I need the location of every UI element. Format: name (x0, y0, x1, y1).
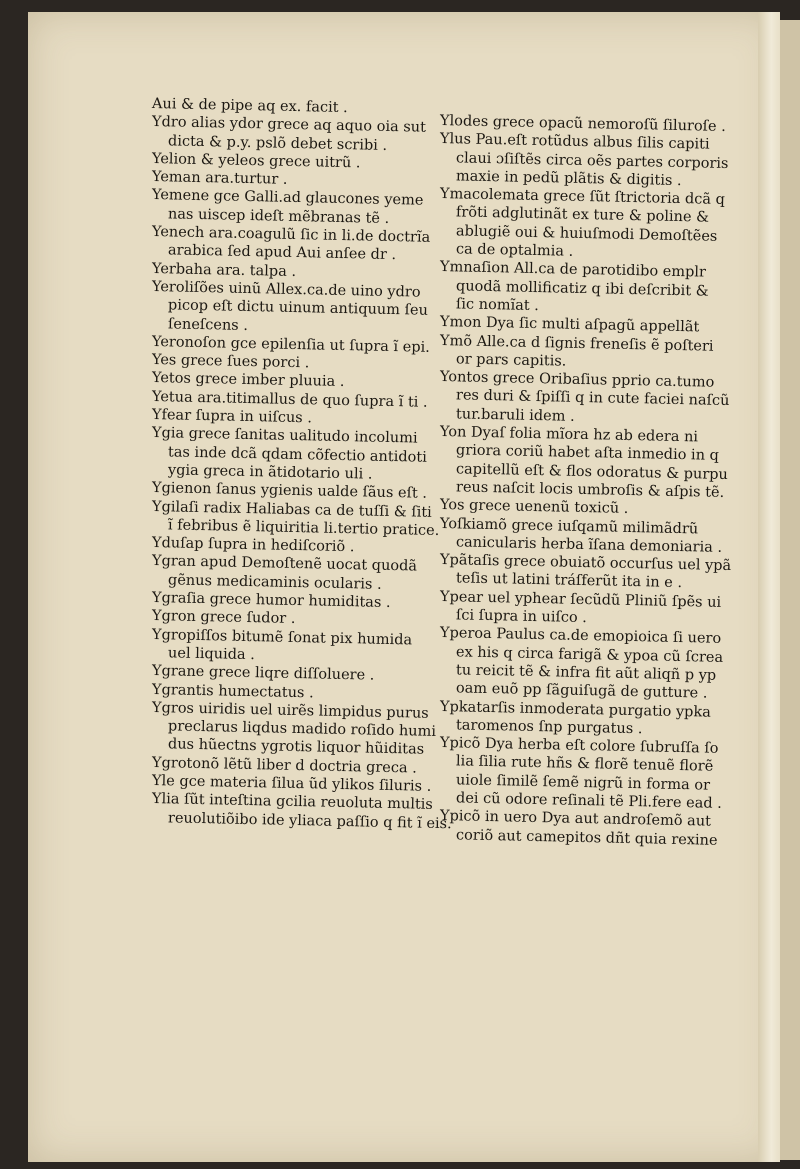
continuation-line: taromenos ſnp purgatus . (455, 717, 643, 738)
dictionary-entry-line: Ygrotonõ lẽtũ liber d doctria greca . (151, 754, 417, 777)
continuation-line: frõti adglutinãt ex ture & poline & (455, 204, 710, 227)
dictionary-entry-line: Ymon Dya ſic multi aſpagũ appellãt (439, 314, 700, 336)
continuation-line: reuolutiõibo ide yliaca paſſio q fit ĩ eis. (167, 809, 452, 832)
continuation-line: ſci ſupra in uiſco . (455, 607, 588, 627)
dictionary-entry-line: Yos grece uenenũ toxicũ . (439, 497, 629, 518)
dictionary-entry-line: Ypear uel yphear ſecũdũ Pliniũ ſpẽs ui (439, 588, 722, 611)
dictionary-entry-line: Ygilaſi radix Haliabas ca de tuſſi & ſiti (151, 498, 432, 521)
continuation-line: capitellũ eſt & flos odoratus & purpu (455, 460, 728, 483)
dictionary-entry-line: Ygran apud Demoſtenẽ uocat quodã (151, 553, 418, 575)
continuation-line: ſic nomĩat . (455, 296, 540, 315)
dictionary-entry-line: Yeronoſon gce epilenſia ut ſupra ĩ epi. (151, 333, 431, 356)
continuation-line: ygia greca in ãtidotario uli . (167, 462, 373, 483)
dictionary-entry-line: Ylia ſũt inteſtina gcilia reuoluta multis (151, 791, 433, 814)
continuation-line: teſis ut latini tráſferũt ita in e . (455, 570, 683, 592)
dictionary-entry-line: Yeman ara.turtur . (151, 169, 288, 189)
dictionary-entry-line: Ylus Pau.eſt rotũdus albus ſilis capiti (439, 131, 710, 153)
dictionary-entry-line: Yetua ara.titimallus de quo ſupra ĩ ti . (151, 388, 428, 411)
dictionary-entry-line: Ylodes grece opacũ nemoroſũ ſiluroſe . (439, 113, 726, 135)
continuation-line: arabica ſed apud Aui anſee dr . (167, 242, 397, 264)
continuation-line: tu reicit tẽ & infra fit aũt aliqñ p yp (455, 662, 717, 684)
dictionary-entry-line: Aui & de pipe aq ex. facit . (151, 96, 348, 117)
dictionary-entry-line: Ygraſia grece humor humiditas . (151, 590, 391, 612)
dictionary-entry-line: Ygros uiridis uel uirẽs limpidus purus (151, 699, 429, 722)
dictionary-entry-line: Yerbaha ara. talpa . (151, 260, 297, 280)
continuation-line: uiole ſimilẽ ſemẽ nigrũ in forma or (455, 772, 711, 794)
continuation-line: dicta & p.y. pslõ debet scribi . (167, 132, 388, 154)
continuation-line: maxie in pedũ plãtis & digitis . (455, 168, 682, 189)
right-text-column (439, 112, 732, 849)
dictionary-entry-line: Ygron grece ſudor . (151, 608, 296, 628)
dictionary-entry-line: Yes grece ſues porci . (151, 352, 310, 372)
continuation-line: ablugiẽ oui & huiuſmodi Demoſtẽes (455, 223, 718, 245)
dictionary-entry-line: Ymacolemata grece ſũt ſtrictoria dcã q (439, 186, 726, 209)
dictionary-entry-line: Ydro alias ydor grece aq aquo oia sut (151, 114, 427, 137)
continuation-line: ſeneſcens . (167, 315, 249, 334)
dictionary-entry-line: Ypkatarſis inmoderata purgatio ypka (439, 698, 712, 721)
continuation-line: ca de optalmia . (455, 241, 574, 260)
continuation-line: ex his q circa farigã & ypoa cũ ſcrea (455, 643, 724, 666)
continuation-line: gẽnus medicaminis ocularis . (167, 572, 382, 593)
continuation-line: canicularis herba ĩſana demoniaria . (455, 534, 723, 556)
continuation-line: coriõ aut camepitos dñt quia rexine (455, 826, 718, 849)
continuation-line: quodã mollificatiz q ibi deſcribit & (455, 278, 709, 300)
dictionary-entry-line: Yelion & yeleos grece uitrũ . (151, 150, 361, 172)
dictionary-entry-line: Yperoa Paulus ca.de emopioica ſi uero (439, 625, 722, 648)
dictionary-entry-line: Ygia grece ſanitas ualitudo incolumi (151, 425, 418, 447)
continuation-line: oam euõ pp ſãguiſugã de gutture . (455, 680, 708, 702)
dictionary-entry-line: Yontos grece Oribaſius pprio ca.tumo (439, 369, 715, 391)
continuation-line: ĩ febribus ẽ liquiritia li.tertio pratice. (167, 517, 440, 539)
dictionary-entry-line: Yetos grece imber pluuia . (151, 370, 345, 391)
continuation-line: dei cũ odore reſinali tẽ Pli.fere ead . (455, 790, 722, 812)
continuation-line: griora coriũ habet aſta inmedio in q (455, 442, 720, 465)
dictionary-entry-line: Yfear ſupra in uiſcus . (151, 407, 313, 427)
dictionary-entry-line: Yduſap ſupra in hediſcoriõ . (151, 535, 355, 556)
continuation-line: reus naſcit locis umbroſis & aſpis tẽ. (455, 479, 725, 501)
dictionary-entry-line: Yoſkiamõ grece iuſqamũ milimãdrũ (439, 515, 699, 537)
continuation-line: tas inde dcã qdam cõfectio antidoti (167, 443, 427, 466)
continuation-line: preclarus liqdus madido roſido humi (167, 718, 437, 741)
dictionary-entry-line: Ymõ Alle.ca d ſignis freneſis ẽ poſteri (439, 332, 714, 355)
facing-page-edge (780, 20, 800, 1160)
continuation-line: uel liquida . (167, 645, 256, 664)
dictionary-entry-line: Ygrantis humectatus . (151, 681, 314, 701)
dictionary-entry-line: Yenech ara.coagulũ ſic in li.de doctrĩa (151, 224, 431, 246)
dictionary-entry-line: Ymnaſion All.ca de parotidibo emplr (439, 259, 707, 281)
dictionary-entry-line: Ypãtaſis grece obuiatõ occurſus uel ypã (439, 552, 732, 575)
left-text-column (151, 95, 452, 832)
continuation-line: claui ɔſiſtẽs circa oẽs partes corporis (455, 149, 729, 172)
continuation-line: res duri & ſpiſſi q in cute faciei naſcũ (455, 387, 730, 410)
dictionary-entry-line: Ygrane grece liqre diſſoluere . (151, 663, 375, 684)
dictionary-entry-line: Yemene gce Galli.ad glaucones yeme (151, 187, 424, 210)
dictionary-entry-line: Ygienon ſanus ygienis ualde ſãus eſt . (151, 480, 428, 502)
continuation-line: or pars capitis. (455, 351, 567, 370)
page-gutter (758, 12, 780, 1162)
dictionary-entry-line: Ypicõ Dya herba eſt colore ſubruſſa ſo (439, 735, 719, 757)
dictionary-entry-line: Ypicõ in uero Dya aut androſemõ aut (439, 808, 712, 830)
continuation-line: picop eſt dictu uinum antiquum ſeu (167, 297, 429, 320)
dictionary-entry-line: Ygropiſſos bitumẽ ſonat pix humida (151, 626, 413, 649)
continuation-line: lia ſilia rute hñs & florẽ tenuẽ florẽ (455, 753, 714, 776)
continuation-line: nas uiscep ideſt mẽbranas tẽ . (167, 206, 390, 227)
continuation-line: dus hũectns ygrotis liquor hũiditas (167, 736, 425, 759)
dictionary-entry-line: Yle gce materia ſilua ũd ylikos ſiluris . (151, 772, 432, 795)
dictionary-entry-line: Yon Dyaſ folia mĩora hz ab edera ni (439, 424, 699, 446)
continuation-line: tur.baruli idem . (455, 406, 575, 425)
dictionary-entry-line: Yeroliſões uinũ Allex.ca.de uino ydro (151, 278, 421, 301)
